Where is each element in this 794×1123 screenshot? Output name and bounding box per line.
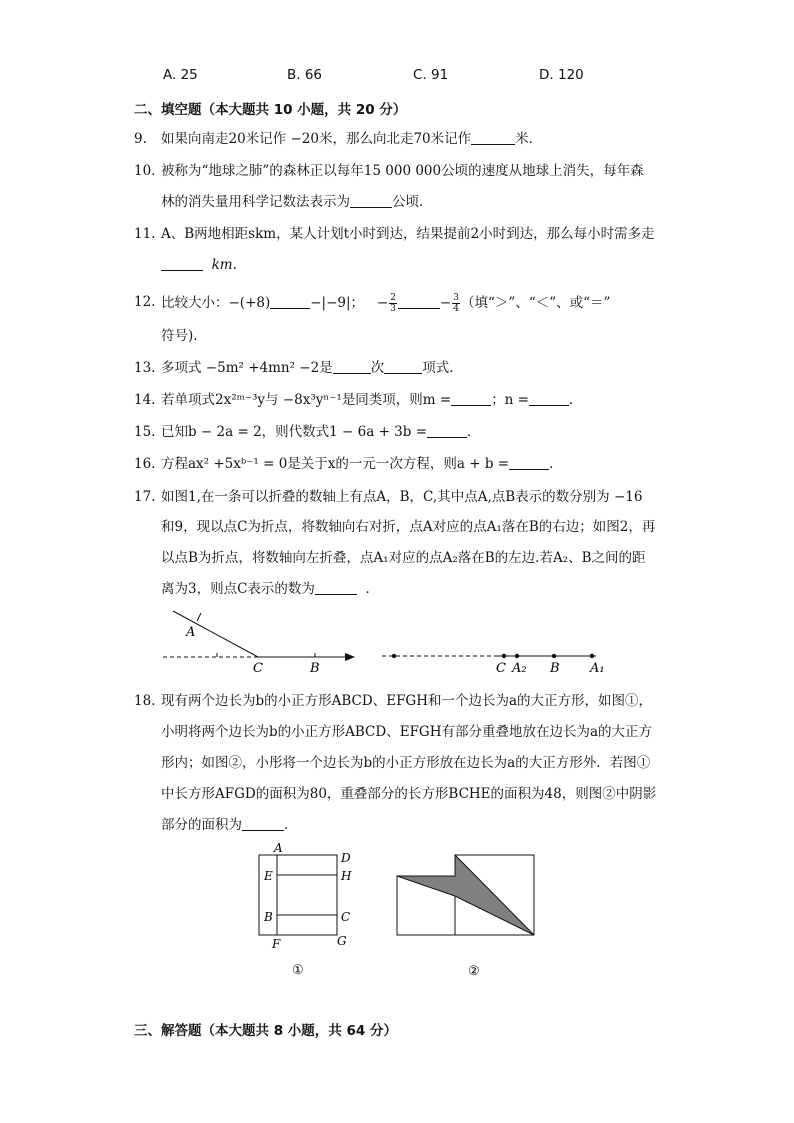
option-d: D. 120 [539, 67, 584, 83]
question-9: 如果向南走20米记作 −20米，那么向北走70米记作 米． [161, 131, 543, 147]
question-11-line-1: A、B两地相距skm，某人计划t小时到达，结果提前2小时到达，那么每小时需多走 [161, 226, 655, 242]
answer-blank[interactable] [333, 359, 371, 374]
option-c: C. 91 [413, 67, 449, 83]
question-12-line-1: 比较大小：−(+8) −|−9|； − $\frac{2}{3}$ − $\frac{3}{4}$ （填“＞”、“＜”、或“＝” [161, 293, 611, 314]
tick-mark [197, 613, 201, 621]
number-line-figure-2 [378, 640, 618, 680]
answer-blank[interactable] [161, 256, 203, 271]
answer-blank[interactable] [384, 359, 422, 374]
question-10-line-2: 林的消失量用科学记数法表示为 公顷． [161, 194, 433, 210]
question-18-line-3: 形内；如图②，小彤将一个边长为b的小正方形放在边长为a的大正方形外．若图① [161, 755, 651, 771]
label-A: A [274, 841, 283, 855]
option-b: B. 66 [287, 67, 323, 83]
answer-blank[interactable] [315, 580, 357, 595]
question-number: 16. [134, 456, 156, 472]
section-title: 三、解答题（本大题共 8 小题，共 64 分） [134, 1023, 397, 1039]
question-number: 12. [134, 294, 156, 310]
question-number: 13. [134, 360, 156, 376]
question-number: 11. [134, 226, 156, 242]
label-A2: A₂ [512, 661, 527, 676]
question-number: 18. [134, 693, 156, 709]
label-H: H [341, 869, 352, 883]
question-17-line-4: 离为3，则点C表示的数为 ． [161, 581, 380, 597]
answer-blank[interactable] [509, 455, 549, 470]
answer-blank[interactable] [451, 391, 491, 406]
question-number: 10. [134, 163, 156, 179]
label-D: D [341, 851, 351, 865]
question-18-line-4: 中长方形AFGD的面积为80，重叠部分的长方形BCHE的面积为48，则图②中阴影 [161, 786, 657, 802]
squares-figure-2 [392, 850, 542, 980]
question-12-line-2: 符号). [161, 328, 198, 344]
point-C [502, 654, 506, 658]
answer-blank[interactable] [242, 816, 284, 831]
answer-blank[interactable] [398, 294, 440, 309]
question-number: 14. [134, 392, 156, 408]
answer-blank[interactable] [350, 193, 392, 208]
label-B: B [550, 661, 560, 676]
question-14: 若单项式2x²ᵐ⁻³y与 −8x³yⁿ⁻¹是同类项，则m = ；n = ． [161, 392, 583, 408]
label-E: E [264, 869, 273, 883]
label-B: B [310, 661, 320, 675]
question-18-line-1: 现有两个边长为b的小正方形ABCD、EFGH和一个边长为a的大正方形，如图①， [161, 693, 653, 709]
question-10-line-1: 被称为“地球之肺”的森林正以每年15 000 000公顷的速度从地球上消失，每年森 [161, 163, 644, 179]
question-18-line-5: 部分的面积为 ． [161, 817, 298, 833]
question-11-line-2: km. [161, 256, 237, 274]
figure-caption: ② [468, 964, 480, 979]
arrow-icon [345, 653, 355, 661]
answer-blank[interactable] [427, 423, 467, 438]
label-C: C [496, 661, 506, 676]
question-17-line-1: 如图1,在一条可以折叠的数轴上有点A，B，C,其中点A,点B表示的数分别为 −16 [161, 489, 643, 505]
figure-caption: ① [292, 963, 304, 978]
point-A2 [515, 654, 519, 658]
section-title: 二、填空题（本大题共 10 小题，共 20 分） [134, 102, 407, 118]
question-15: 已知b − 2a = 2，则代数式1 − 6a + 3b = ． [161, 424, 481, 440]
label-C: C [253, 661, 263, 675]
question-16: 方程ax² +5xᵇ⁻¹ = 0是关于x的一元一次方程，则a + b = ． [161, 456, 563, 472]
question-number: 15. [134, 424, 156, 440]
answer-blank[interactable] [471, 130, 515, 145]
label-B: B [264, 910, 273, 924]
point [392, 654, 396, 658]
shaded-region [397, 855, 534, 935]
point-B [552, 654, 556, 658]
answer-blank[interactable] [529, 391, 569, 406]
answer-blank[interactable] [270, 294, 310, 309]
label-G: G [337, 934, 347, 948]
question-number: 9. [134, 131, 147, 147]
question-18-line-2: 小明将两个边长为b的小正方形ABCD、EFGH有部分重叠地放在边长为a的大正方 [161, 724, 653, 740]
label-F: F [272, 937, 281, 951]
label-C: C [341, 910, 351, 924]
question-number: 17. [134, 489, 156, 505]
question-17-line-3: 以点B为折点，将数轴向左折叠，点A₁对应的点A₂落在B的左边.若A₂、B之间的距 [161, 550, 646, 566]
label-A1: A₁ [590, 661, 605, 676]
point-A1 [590, 654, 594, 658]
number-line-figure-1 [155, 605, 365, 675]
label-A: A [186, 625, 196, 640]
option-a: A. 25 [163, 67, 198, 83]
question-13: 多项式 −5m² +4mn² −2是 次 项式． [161, 360, 463, 376]
squares-figure-1 [250, 840, 375, 980]
question-17-line-2: 和9，现以点C为折点，将数轴向右对折，点A对应的点A₁落在B的右边；如图2，再 [161, 519, 656, 535]
